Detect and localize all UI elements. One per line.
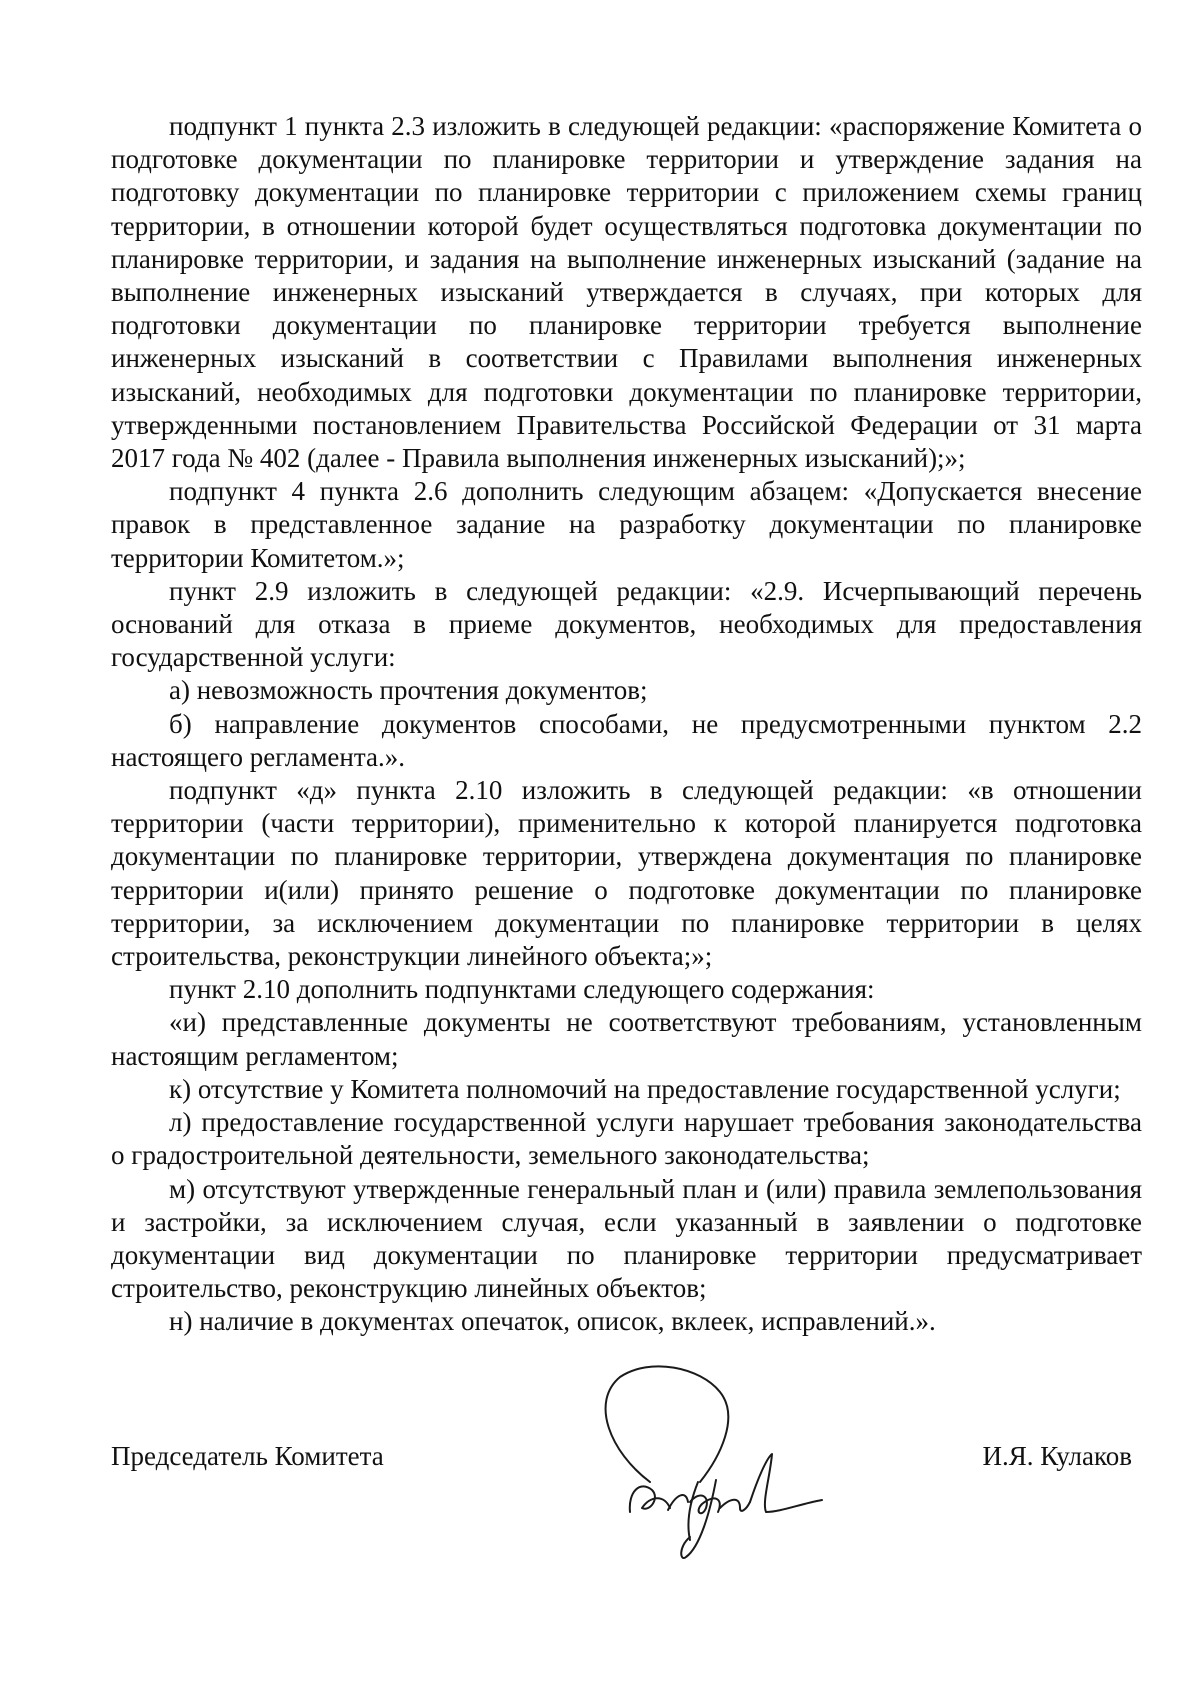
paragraph-8: «и) представленные документы не соответствуют требованиям, установленным настоящим регламентом; — [111, 1007, 1142, 1071]
signatory-title: Председатель Комитета — [111, 1441, 384, 1471]
document-body — [111, 110, 1142, 1339]
paragraph-6: подпункт «д» пункта 2.10 изложить в следующей редакции: «в отношении территории (части территории), применительно к которой планируется подготовка документации по планировке территории, утверждена документация по планировке территории и(или) принято решение о подготовке документации по планировке территории, за исключением документации по планировке территории в целях строительства, реконструкции линейного объекта;»; — [111, 775, 1142, 972]
paragraph-2: подпункт 4 пункта 2.6 дополнить следующим абзацем: «Допускается внесение правок в представленное задание на разработку документации по планировке территории Комитетом.»; — [111, 476, 1142, 573]
paragraph-4: а) невозможность прочтения документов; — [169, 675, 648, 706]
paragraph-3: пункт 2.9 изложить в следующей редакции: «2.9. Исчерпывающий перечень оснований для отказа в приеме документов, необходимых для предоставления государственной услуги: — [111, 575, 1142, 673]
paragraph-1: подпункт 1 пункта 2.3 изложить в следующей редакции: «распоряжение Комитета о подготовке документации по планировке территории и утверждение задания на подготовку документации по планировке территории с приложением схемы границ территории, в отношении которой будет осуществляться подготовка документации по планировке территории, и задания на выполнение инженерных изысканий (задание на выполнение инженерных изысканий утверждается в случаях, при которых для подготовки документации по планировке территории требуется выполнение инженерных изысканий в соответствии с Правилами выполнения инженерных изысканий, необходимых для подготовки документации по планировке территории, утвержденными постановлением Правительства Российской Федерации от 31 марта 2017 года № 402 (далее - Правила выполнения инженерных изысканий);»; — [111, 111, 1142, 474]
paragraph-9: к) отсутствие у Комитета полномочий на предоставление государственной услуги; — [169, 1073, 1121, 1104]
paragraph-11: м) отсутствуют утвержденные генеральный план и (или) правила землепользования и застройки, за исключением случая, если указанный в заявлении о подготовке документации вид документации по планировке территории предусматривает строительство, реконструкцию линейных объектов; — [111, 1173, 1142, 1304]
paragraph-5: б) направление документов способами, не предусмотренными пунктом 2.2 настоящего регламента.». — [111, 708, 1142, 772]
paragraph-7: пункт 2.10 дополнить подпунктами следующего содержания: — [169, 974, 875, 1005]
paragraph-10: л) предоставление государственной услуги нарушает требования законодательства о градостроительной деятельности, земельного законодательства; — [111, 1107, 1142, 1171]
paragraph-12: н) наличие в документах опечаток, описок, вклеек, исправлений.». — [169, 1306, 936, 1337]
signatory-name: И.Я. Кулаков — [982, 1441, 1132, 1471]
handwritten-signature — [590, 1362, 860, 1572]
